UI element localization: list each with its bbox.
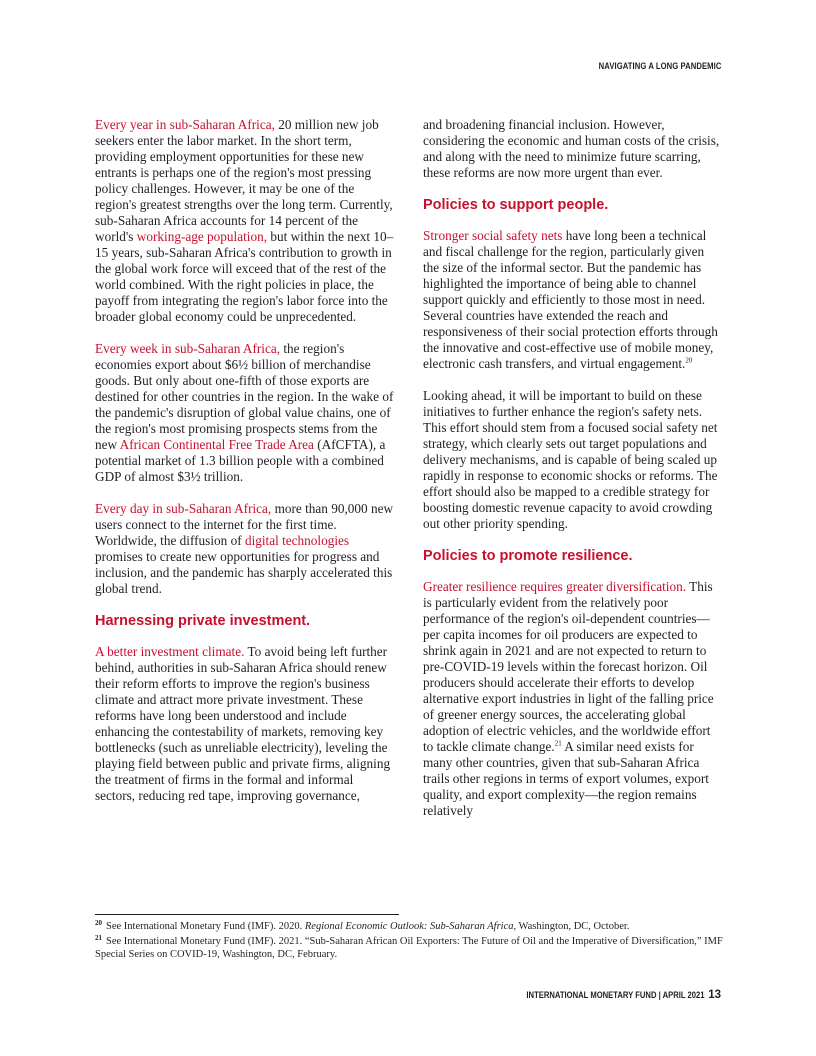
- paragraph-continuation: and broadening financial inclusion. However, considering the economic and human costs of the crisis, and along with the need to minimize future scarring, these reforms are now more urgent than ever.: [423, 117, 720, 180]
- lead-phrase: Every day in sub-Saharan Africa,: [95, 501, 272, 516]
- footnote-20: $^{20}$ See International Monetary Fund (IMF). 2020. Regional Economic Outlook: Sub-Saharan Africa, Washington, DC, October.: [95, 918, 630, 932]
- paragraph-week: Every week in sub-Saharan Africa, the region's economies export about $6½ billion of merchandise goods. But only about one-fifth of those exports are destined for other countries in the region. In the wake of the pandemic's disruption of global value chains, one of the region's most promising prospects stems from the new African Continental Free Trade Area (AfCFTA), a potential market of 1.3 billion people with a combined GDP of almost $3½ trillion.: [95, 341, 394, 484]
- lead-phrase: A better investment climate.: [95, 644, 245, 659]
- running-head: NAVIGATING A LONG PANDEMIC: [598, 61, 721, 71]
- footnote-ref-21[interactable]: 21: [554, 739, 562, 748]
- paragraph-safety-nets: Stronger social safety nets have long been a technical and fiscal challenge for the region, particularly given the size of the informal sector. But the pandemic has highlighted the importance of being able to channel support quickly and efficiently to those most in need. Several countries have extended the reach and responsiveness of their social protection efforts through the innovative and cost-effective use of mobile money, electronic cash transfers, and virtual engagement.$^{20}$: [423, 228, 718, 371]
- link-afcfta[interactable]: African Continental Free Trade Area: [119, 437, 314, 452]
- lead-phrase: Every year in sub-Saharan Africa,: [95, 117, 275, 132]
- paragraph-year: Every year in sub-Saharan Africa, 20 million new job seekers enter the labor market. In the short term, providing employment opportunities for these new entrants is perhaps one of the region's most pressing policy challenges. However, it may be one of the region's greatest strengths over the long term. Currently, sub-Saharan Africa accounts for 14 percent of the world's working-age population, but within the next 10–15 years, sub-Saharan Africa's contribution to growth in the global work force will exceed that of the rest of the world combined. With the right policies in place, the payoff from integrating the region's labor force into the broader global economy could be unprecedented.: [95, 117, 394, 324]
- paragraph-investment-climate: A better investment climate. To avoid being left further behind, authorities in sub-Saharan Africa should renew their reform efforts to improve the region's business climate and attract more private investment. These reforms have long been understood and include enhancing the contestability of markets, removing key bottlenecks (such as unreliable electricity), leveling the playing field between public and private firms, aligning the treatment of firms in the formal and informal sectors, reducing red tape, improving governance,: [95, 644, 391, 803]
- footer-label: INTERNATIONAL MONETARY FUND | APRIL 2021: [526, 990, 705, 1000]
- heading-promote-resilience: Policies to promote resilience.: [423, 548, 633, 564]
- left-column: [95, 117, 395, 820]
- footnote-divider: [95, 914, 399, 915]
- lead-phrase: Every week in sub-Saharan Africa,: [95, 341, 281, 356]
- link-social-safety-nets[interactable]: Stronger social safety nets: [423, 228, 563, 243]
- paragraph-looking-ahead: Looking ahead, it will be important to build on these initiatives to further enhance the region's safety nets. This effort should stem from a focused social safety net strategy, which clearly sets out target populations and delivery mechanisms, and is capable of being scaled up rapidly in response to economic shocks or reforms. The effort should also be mapped to a credible strategy for boosting domestic revenue capacity to avoid crowding out other priority spending.: [423, 388, 718, 531]
- page-number: 13: [708, 989, 721, 1001]
- page-footer: [495, 989, 721, 1001]
- footnotes: [95, 920, 725, 963]
- heading-private-investment: Harnessing private investment.: [95, 613, 311, 629]
- paragraph-day: Every day in sub-Saharan Africa, more than 90,000 new users connect to the internet for the first time. Worldwide, the diffusion of digital technologies promises to create new opportunities for progress and inclusion, and the pandemic has sharply accelerated this global trend.: [95, 501, 394, 596]
- heading-support-people: Policies to support people.: [423, 197, 609, 213]
- link-working-age-population[interactable]: working-age population,: [136, 229, 268, 244]
- footnote-21: $^{21}$ See International Monetary Fund (IMF). 2021. “Sub-Saharan African Oil Exporters: The Future of Oil and the Imperative of Diversification,” IMF Special Series on COVID-19, Washington, DC, February.: [95, 933, 723, 960]
- paragraph-diversification: Greater resilience requires greater diversification. This is particularly evident from the relatively poor performance of the region's oil-dependent countries—per capita incomes for oil producers are expected to shrink again in 2021 and are not expected to return to pre-COVID-19 levels within the forecast horizon. Oil producers should accelerate their efforts to develop alternative export industries in light of the falling price of greener energy sources, the accelerating global adoption of electric vehicles, and the worldwide effort to tackle climate change.$^{21}$ A similar need exists for many other countries, given that sub-Saharan Africa trails other regions in terms of export volumes, export quality, and export complexity—the region remains relatively: [423, 579, 714, 818]
- link-diversification[interactable]: Greater resilience requires greater diversification.: [423, 579, 687, 594]
- footnote-ref-20[interactable]: 20: [685, 356, 693, 365]
- right-column: [423, 117, 723, 835]
- link-digital-technologies[interactable]: digital technologies: [244, 533, 350, 548]
